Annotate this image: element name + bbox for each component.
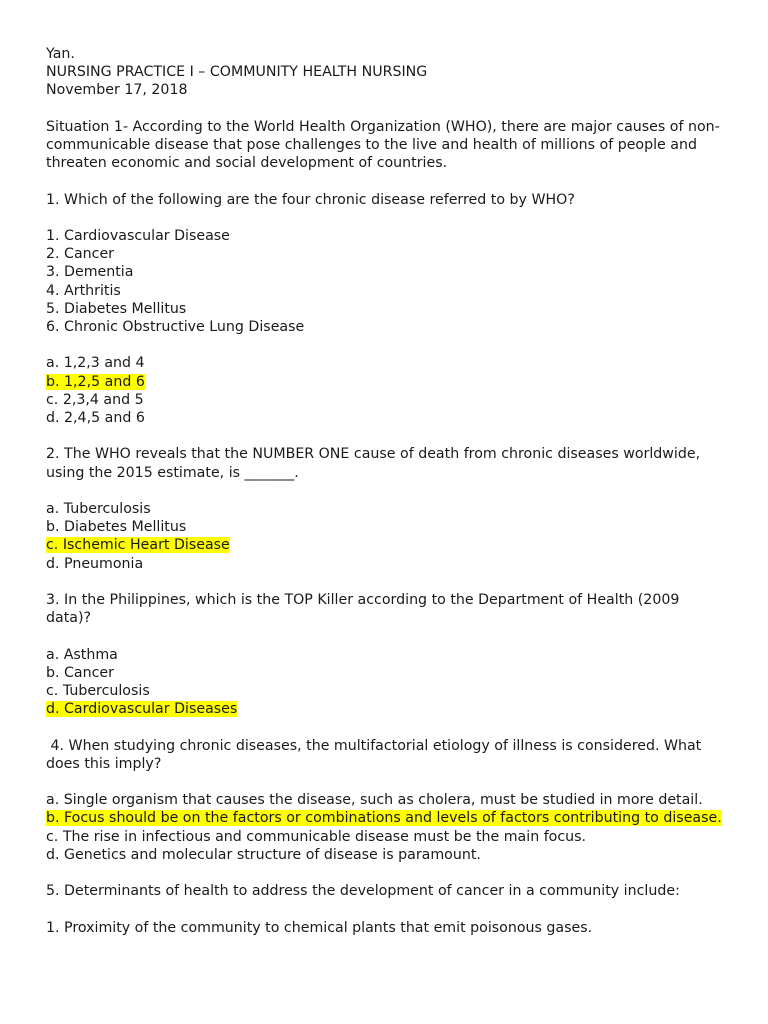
question-3-choices bbox=[46, 646, 722, 719]
list-item: 3. Dementia bbox=[46, 264, 134, 281]
choice-a: a. Tuberculosis bbox=[46, 500, 151, 517]
choice-c: c. 2,3,4 and 5 bbox=[46, 391, 144, 408]
question-4-text: 4. When studying chronic diseases, the multifactorial etiology of illness is considered. What does this imply? bbox=[46, 737, 706, 772]
choice-a: a. Single organism that causes the disease, such as cholera, must be studied in more detail. bbox=[46, 792, 703, 809]
choice-b-highlighted-answer: b. Focus should be on the factors or combinations and levels of factors contributing to disease. bbox=[46, 810, 722, 827]
choice-d: d. Pneumonia bbox=[46, 555, 144, 572]
question-5-text: 5. Determinants of health to address the development of cancer in a community include: bbox=[46, 883, 680, 900]
document-date: November 17, 2018 bbox=[46, 82, 188, 99]
choice-b: b. Diabetes Mellitus bbox=[46, 519, 187, 536]
list-item: 1. Proximity of the community to chemical plants that emit poisonous gases. bbox=[46, 919, 593, 936]
situation-paragraph: Situation 1- According to the World Health Organization (WHO), there are major causes of non- communicable disease that pose challenges to the live and health of millions of people and threaten economic and social development of countries. bbox=[46, 118, 720, 172]
choice-b-highlighted-answer: b. 1,2,5 and 6 bbox=[46, 373, 145, 390]
question-3-text: 3. In the Philippines, which is the TOP Killer according to the Department of Health (2009 data)? bbox=[46, 591, 680, 627]
list-item: 2. Cancer bbox=[46, 246, 115, 263]
list-item: 5. Diabetes Mellitus bbox=[46, 300, 187, 317]
list-item: 1. Cardiovascular Disease bbox=[46, 227, 230, 244]
question-4 bbox=[46, 737, 722, 864]
choice-a: a. Asthma bbox=[46, 646, 118, 663]
list-item: 6. Chronic Obstructive Lung Disease bbox=[46, 319, 305, 335]
choice-c: c. The rise in infectious and communicable disease must be the main focus. bbox=[46, 828, 587, 845]
choice-c-highlighted-answer: c. Ischemic Heart Disease bbox=[46, 537, 230, 554]
question-3 bbox=[46, 591, 722, 718]
choice-d: d. Genetics and molecular structure of disease is paramount. bbox=[46, 846, 481, 863]
header bbox=[46, 45, 722, 100]
list-item: 4. Arthritis bbox=[46, 282, 121, 299]
question-1-text: 1. Which of the following are the four chronic disease referred to by WHO? bbox=[46, 191, 575, 208]
author-line: Yan. bbox=[46, 46, 75, 62]
document-title: NURSING PRACTICE I – COMMUNITY HEALTH NURSING bbox=[46, 64, 428, 81]
question-5 bbox=[46, 882, 722, 937]
question-4-choices bbox=[46, 791, 722, 864]
choice-a: a. 1,2,3 and 4 bbox=[46, 355, 145, 372]
choice-c: c. Tuberculosis bbox=[46, 682, 150, 699]
question-1-choices bbox=[46, 354, 722, 427]
question-2-choices bbox=[46, 500, 722, 573]
question-2-text: 2. The WHO reveals that the NUMBER ONE cause of death from chronic diseases worldwide, using the 2015 estimate, is _______. bbox=[46, 446, 701, 481]
choice-d-highlighted-answer: d. Cardiovascular Diseases bbox=[46, 701, 238, 718]
choice-d: d. 2,4,5 and 6 bbox=[46, 410, 145, 426]
choice-b: b. Cancer bbox=[46, 664, 114, 681]
question-2 bbox=[46, 445, 722, 572]
question-1 bbox=[46, 191, 722, 428]
question-1-items bbox=[46, 227, 722, 336]
